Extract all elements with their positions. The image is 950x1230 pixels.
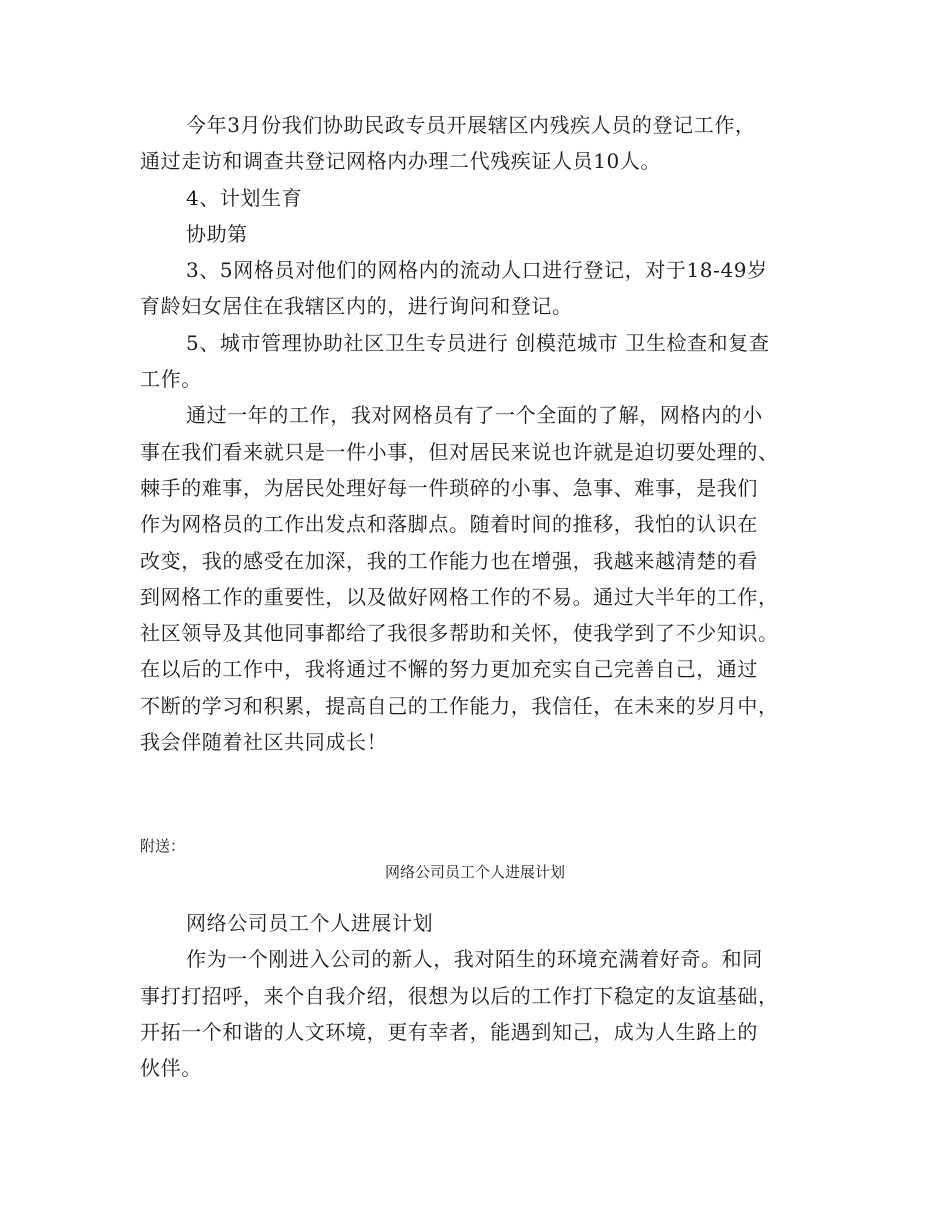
paragraph-line: 3、5网格员对他们的网格内的流动人口进行登记，对于18-49岁 <box>186 258 768 283</box>
paragraph-line: 到网格工作的重要性，以及做好网格工作的不易。通过大半年的工作， <box>140 584 779 609</box>
body-text-section-2 <box>140 905 820 1086</box>
paragraph-line: 通过一年的工作，我对网格员有了一个全面的了解，网格内的小 <box>186 403 763 428</box>
paragraph-line: 协助第 <box>186 221 248 246</box>
body-text-section-1 <box>140 107 820 760</box>
attachment-title: 网络公司员工个人进展计划 <box>384 863 565 881</box>
paragraph-line: 伙伴。 <box>140 1056 202 1081</box>
paragraph-line: 事打打招呼，来个自我介绍，很想为以后的工作打下稳定的友谊基础， <box>140 983 779 1008</box>
paragraph-line: 棘手的难事，为居民处理好每一件琐碎的小事、急事、难事，是我们 <box>140 475 758 500</box>
section-heading: 网络公司员工个人进展计划 <box>186 911 434 935</box>
paragraph-line: 改变，我的感受在加深，我的工作能力也在增强，我越来越清楚的看 <box>140 548 758 573</box>
paragraph-line: 在以后的工作中，我将通过不懈的努力更加充实自己完善自己，通过 <box>140 657 758 682</box>
paragraph-line: 工作。 <box>140 367 202 392</box>
section-heading: 4、计划生育 <box>186 185 303 210</box>
paragraph-line: 育龄妇女居住在我辖区内的，进行询问和登记。 <box>140 294 573 319</box>
paragraph-line: 我会伴随着社区共同成长！ <box>140 730 388 755</box>
paragraph-line: 事在我们看来就只是一件小事，但对居民来说也许就是迫切要处理的、 <box>140 439 779 464</box>
paragraph-line: 通过走访和调查共登记网格内办理二代残疾证人员10人。 <box>140 149 662 174</box>
paragraph-line: 今年3月份我们协助民政专员开展辖区内残疾人员的登记工作， <box>186 113 756 137</box>
attachment-label: 附送： <box>140 837 186 855</box>
paragraph-line: 开拓一个和谐的人文环境，更有幸者，能遇到知己，成为人生路上的 <box>140 1019 758 1044</box>
paragraph-line: 5、城市管理协助社区卫生专员进行 创模范城市 卫生检查和复查 <box>186 330 770 355</box>
paragraph-line: 社区领导及其他同事都给了我很多帮助和关怀，使我学到了不少知识。 <box>140 621 779 646</box>
paragraph-line: 不断的学习和积累，提高自己的工作能力，我信任，在未来的岁月中， <box>140 693 779 718</box>
paragraph-line: 作为网格员的工作出发点和落脚点。随着时间的推移，我怕的认识在 <box>140 512 758 537</box>
paragraph-line: 作为一个刚进入公司的新人，我对陌生的环境充满着好奇。和同 <box>186 947 763 972</box>
